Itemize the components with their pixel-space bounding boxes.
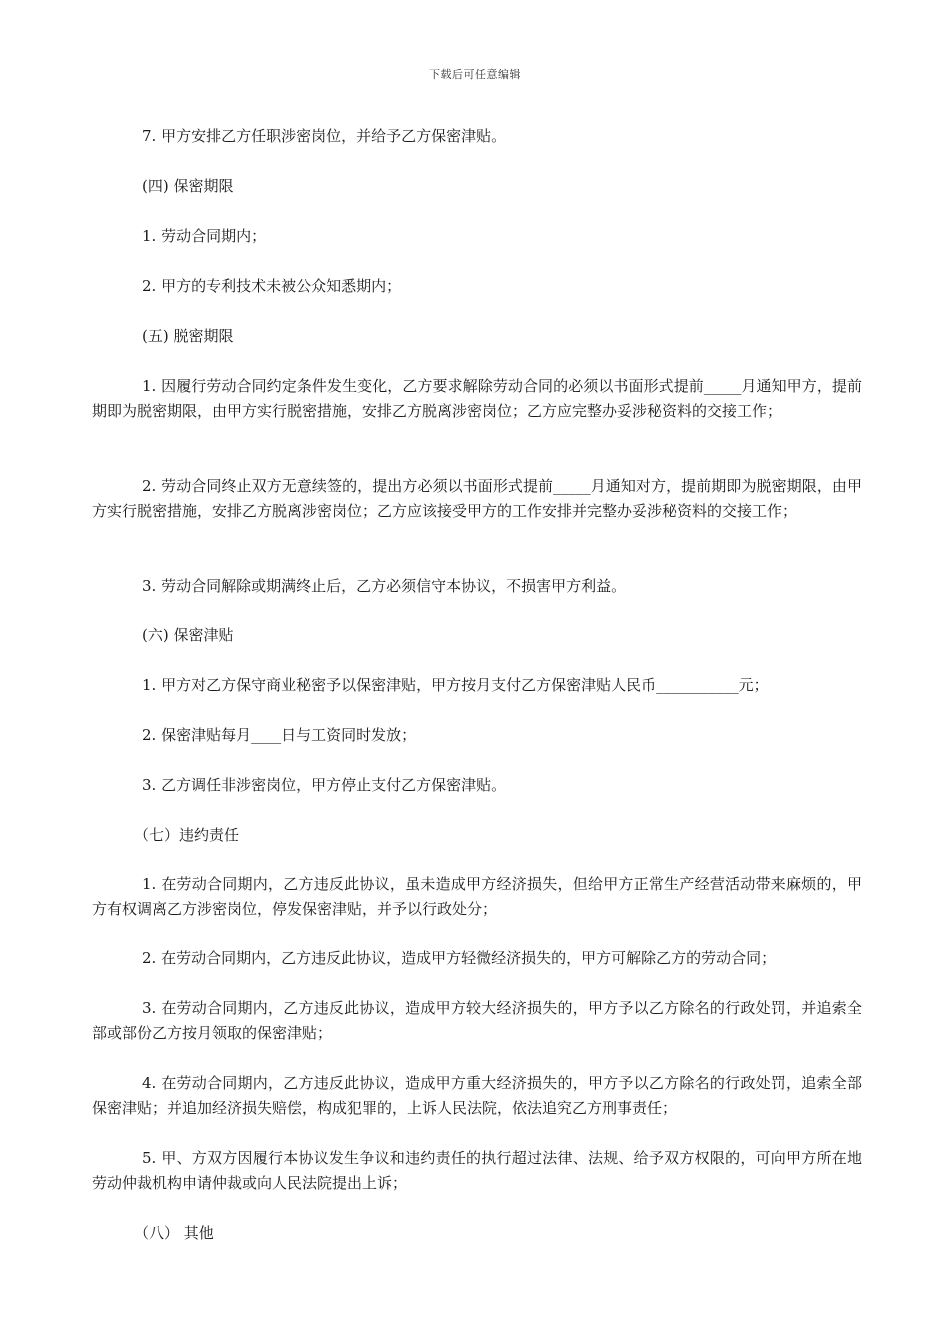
paragraph-allowance-1: 1. 甲方对乙方保守商业秘密予以保密津贴，甲方按月支付乙方保密津贴人民币___________元；	[142, 676, 769, 694]
paragraph-liability-4: 4. 在劳动合同期内，乙方违反此协议，造成甲方重大经济损失的，甲方予以乙方除名的行政处罚，追索全部保密津贴；并追加经济损失赔偿，构成犯罪的，上诉人民法院，依法追究乙方刑事责任；	[92, 1074, 862, 1117]
paragraph-term-2: 2. 甲方的专利技术未被公众知悉期内；	[142, 277, 402, 295]
paragraph-declass-1: 1. 因履行劳动合同约定条件发生变化，乙方要求解除劳动合同的必须以书面形式提前_____月通知甲方，提前期即为脱密期限，由甲方实行脱密措施，安排乙方脱离涉密岗位；乙方应完整办妥涉秘资料的交接工作；	[92, 377, 862, 420]
section-heading-5: (五) 脱密期限	[142, 327, 234, 345]
section-heading-7: （七）违约责任	[134, 826, 240, 844]
section-heading-6: (六) 保密津贴	[142, 626, 234, 644]
paragraph-liability-2: 2. 在劳动合同期内，乙方违反此协议，造成甲方轻微经济损失的，甲方可解除乙方的劳动合同；	[142, 949, 777, 967]
paragraph-allowance-2: 2. 保密津贴每月____日与工资同时发放；	[142, 726, 417, 744]
section-heading-4: (四) 保密期限	[142, 177, 234, 195]
paragraph-liability-5: 5. 甲、方双方因履行本协议发生争议和违约责任的执行超过法律、法规、给予双方权限的，可向甲方所在地劳动仲裁机构申请仲裁或向人民法院提出上诉；	[92, 1149, 862, 1192]
paragraph-liability-1: 1. 在劳动合同期内，乙方违反此协议，虽未造成甲方经济损失，但给甲方正常生产经营活动带来麻烦的，甲方有权调离乙方涉密岗位，停发保密津贴，并予以行政处分；	[92, 875, 862, 918]
paragraph-declass-2: 2. 劳动合同终止双方无意续签的，提出方必须以书面形式提前_____月通知对方，提前期即为脱密期限，由甲方实行脱密措施，安排乙方脱离涉密岗位；乙方应该接受甲方的工作安排并完整办妥涉秘资料的交接工作；	[92, 477, 862, 520]
paragraph-clause-7: 7. 甲方安排乙方任职涉密岗位，并给予乙方保密津贴。	[142, 127, 507, 145]
page-header: 下载后可任意编辑	[429, 68, 521, 81]
paragraph-term-1: 1. 劳动合同期内；	[142, 227, 267, 245]
section-heading-8: （八） 其他	[134, 1224, 214, 1242]
paragraph-liability-3: 3. 在劳动合同期内，乙方违反此协议，造成甲方较大经济损失的，甲方予以乙方除名的行政处罚，并追索全部或部份乙方按月领取的保密津贴；	[92, 999, 862, 1042]
paragraph-declass-3: 3. 劳动合同解除或期满终止后，乙方必须信守本协议，不损害甲方利益。	[142, 577, 627, 595]
paragraph-allowance-3: 3. 乙方调任非涉密岗位，甲方停止支付乙方保密津贴。	[142, 776, 507, 794]
